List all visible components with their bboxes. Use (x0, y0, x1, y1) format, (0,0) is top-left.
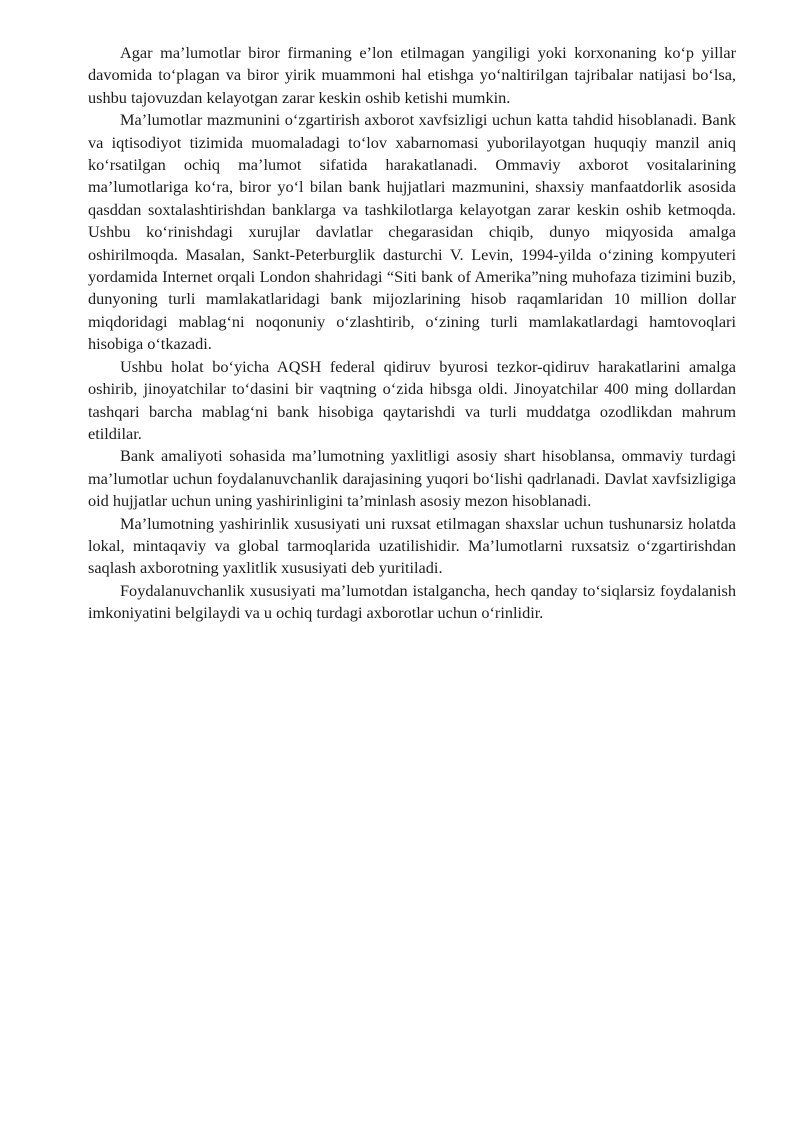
document-body (88, 42, 736, 625)
paragraph-fbi-investigation: Ushbu holat bo‘yicha AQSH federal qidiruv byurosi tezkor-qidiruv harakatlarini amalga oshirib, jinoyatchilar to‘dasini bir vaqtning o‘zida hibsga oldi. Jinoyatchilar 400 ming dollardan tashqari barcha mablag‘ni bank hisobiga qaytarishdi va turli muddatga ozodlikdan mahrum etildilar. (88, 356, 736, 443)
paragraph-trade-secret-damage: Agar ma’lumotlar biror firmaning e’lon etilmagan yangiligi yoki korxonaning ko‘p yillar davomida to‘plagan va biror yirik muammoni hal etishga yo‘naltirilgan tajribalar natijasi bo‘lsa, ushbu tajovuzdan kelayotgan zarar keskin oshib ketishi mumkin. (88, 43, 736, 107)
paragraph-confidentiality-property: Ma’lumotning yashirinlik xususiyati uni ruxsat etilmagan shaxslar uchun tushunarsiz holatda lokal, mintaqaviy va global tarmoqlarida uzatilishidir. Ma’lumotlarni ruxsatsiz o‘zgartirishdan saqlash axborotning yaxlitlik xususiyati deb yuritiladi. (88, 513, 736, 578)
paragraph-availability-property: Foydalanuvchanlik xususiyati ma’lumotdan istalgancha, hech qanday to‘siqlarsiz foydalanish imkoniyatini belgilaydi va u ochiq turdagi axborotlar uchun o‘rinlidir. (88, 580, 736, 623)
paragraph-integrity-availability: Bank amaliyoti sohasida ma’lumotning yaxlitligi asosiy shart hisoblansa, ommaviy turdagi ma’lumotlar uchun foydalanuvchanlik darajasining yuqori bo‘lishi qadrlanadi. Davlat xavfsizligiga oid hujjatlar uchun uning yashirinligini ta’minlash asosiy mezon hisoblanadi. (88, 446, 736, 511)
paragraph-data-modification-threat: Ma’lumotlar mazmunini o‘zgartirish axborot xavfsizligi uchun katta tahdid hisoblanadi. Bank va iqtisodiyot tizimida muomaladagi to‘lov xabarnomasi yuborilayotgan huquqiy manzil aniq ko‘rsatilgan ochiq ma’lumot sifatida harakatlanadi. Ommaviy axborot vositalarining ma’lumotlariga ko‘ra, biror yo‘l bilan bank hujjatlari mazmunini, shaxsiy manfaatdorlik asosida qasddan soxtalashtirishdan banklarga va tashkilotlarga kelayotgan zarar keskin oshib ketmoqda. Ushbu ko‘rinishdagi xurujlar davlatlar chegarasidan chiqib, dunyo miqyosida amalga oshirilmoqda. Masalan, Sankt-Peterburglik dasturchi V. Levin, 1994-yilda o‘zining kompyuteri yordamida Internet orqali London shahridagi “Siti bank of Amerika”ning muhofaza tizimini buzib, dunyoning turli mamlakatlaridagi bank mijozlarining hisob raqamlaridan 10 million dollar miqdoridagi mablag‘ni noqonuniy o‘zlashtirib, o‘zining turli mamlakatlardagi hamtovoqlari hisobiga o‘tkazadi. (88, 110, 736, 354)
